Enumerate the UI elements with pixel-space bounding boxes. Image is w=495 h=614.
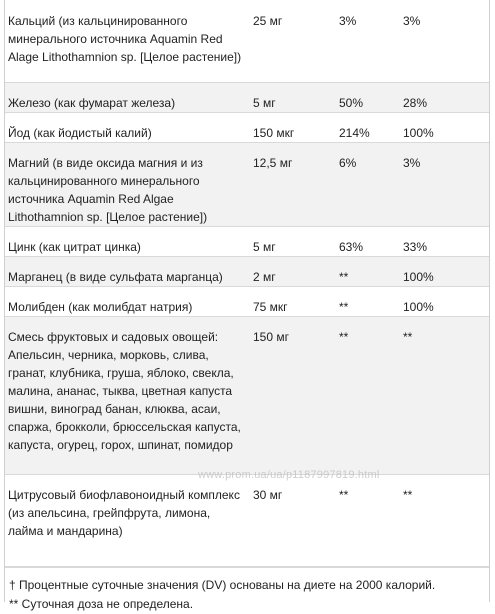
supplement-facts-panel: [4, 0, 490, 611]
daily-value-b: 100%: [400, 256, 489, 286]
nutrient-name: Марганец (в виде сульфата марганца): [5, 256, 250, 286]
daily-value-a: 50%: [336, 82, 400, 112]
daily-value-b: 3%: [400, 142, 489, 226]
daily-value-b: **: [400, 316, 489, 474]
table-row: [5, 286, 489, 316]
daily-value-a: **: [336, 256, 400, 286]
daily-value-a: 214%: [336, 112, 400, 142]
nutrient-name: Кальций (из кальцинированного минерального источника Aquamin Red Alage Lithothamnion sp. [Целое растение]): [5, 0, 250, 82]
nutrient-name: Магний (в виде оксида магния и из кальцинированного минерального источника Aquamin Red Algae Lithothamnion sp. [Целое растение]): [5, 142, 250, 226]
nutrient-table: [5, 0, 489, 567]
nutrient-name: Железо (как фумарат железа): [5, 82, 250, 112]
table-row: [5, 142, 489, 226]
daily-value-b: 33%: [400, 226, 489, 256]
nutrient-amount: 25 мг: [250, 0, 336, 82]
table-row: [5, 0, 489, 82]
table-footnotes: [5, 567, 489, 614]
daily-value-b: 28%: [400, 82, 489, 112]
daily-value-a: 63%: [336, 226, 400, 256]
table-row: [5, 474, 489, 566]
table-row: [5, 316, 489, 474]
daily-value-a: **: [336, 474, 400, 566]
nutrient-amount: 150 мг: [250, 316, 336, 474]
footnote-daily-value: † Процентные суточные значения (DV) основаны на диете на 2000 калорий.: [9, 577, 436, 592]
daily-value-b: 3%: [400, 0, 489, 82]
nutrient-name: Йод (как йодистый калий): [5, 112, 250, 142]
watermark-url: www.prom.ua/ua/p1187997819.html: [198, 469, 380, 481]
nutrient-amount: 2 мг: [250, 256, 336, 286]
daily-value-b: **: [400, 474, 489, 566]
daily-value-b: 100%: [400, 112, 489, 142]
nutrient-amount: 30 мг: [250, 474, 336, 566]
daily-value-a: 3%: [336, 0, 400, 82]
nutrient-amount: 12,5 мг: [250, 142, 336, 226]
daily-value-a: **: [336, 316, 400, 474]
footnote-not-established: ** Суточная доза не определена.: [9, 596, 194, 611]
table-row: [5, 82, 489, 112]
nutrient-amount: 5 мг: [250, 226, 336, 256]
table-row: [5, 256, 489, 286]
daily-value-b: 100%: [400, 286, 489, 316]
nutrient-name: Молибден (как молибдат натрия): [5, 286, 250, 316]
nutrient-amount: 75 мкг: [250, 286, 336, 316]
daily-value-a: 6%: [336, 142, 400, 226]
daily-value-a: **: [336, 286, 400, 316]
nutrient-name: Цинк (как цитрат цинка): [5, 226, 250, 256]
nutrient-name: Смесь фруктовых и садовых овощей: Апельсин, черника, морковь, слива, гранат, клубника, груша, яблоко, свекла, малина, ананас, тыква, цветная капуста вишни, виноград банан, клюква, асаи, спаржа, брокколи, брюссельская капуста, капуста, огурец, горох, шпинат, помидор: [5, 316, 250, 474]
nutrient-name: Цитрусовый биофлавоноидный комплекс (из апельсина, грейпфрута, лимона, лайма и мандарина): [5, 474, 250, 566]
table-row: [5, 112, 489, 142]
table-row: [5, 226, 489, 256]
nutrient-amount: 5 мг: [250, 82, 336, 112]
nutrient-amount: 150 мкг: [250, 112, 336, 142]
